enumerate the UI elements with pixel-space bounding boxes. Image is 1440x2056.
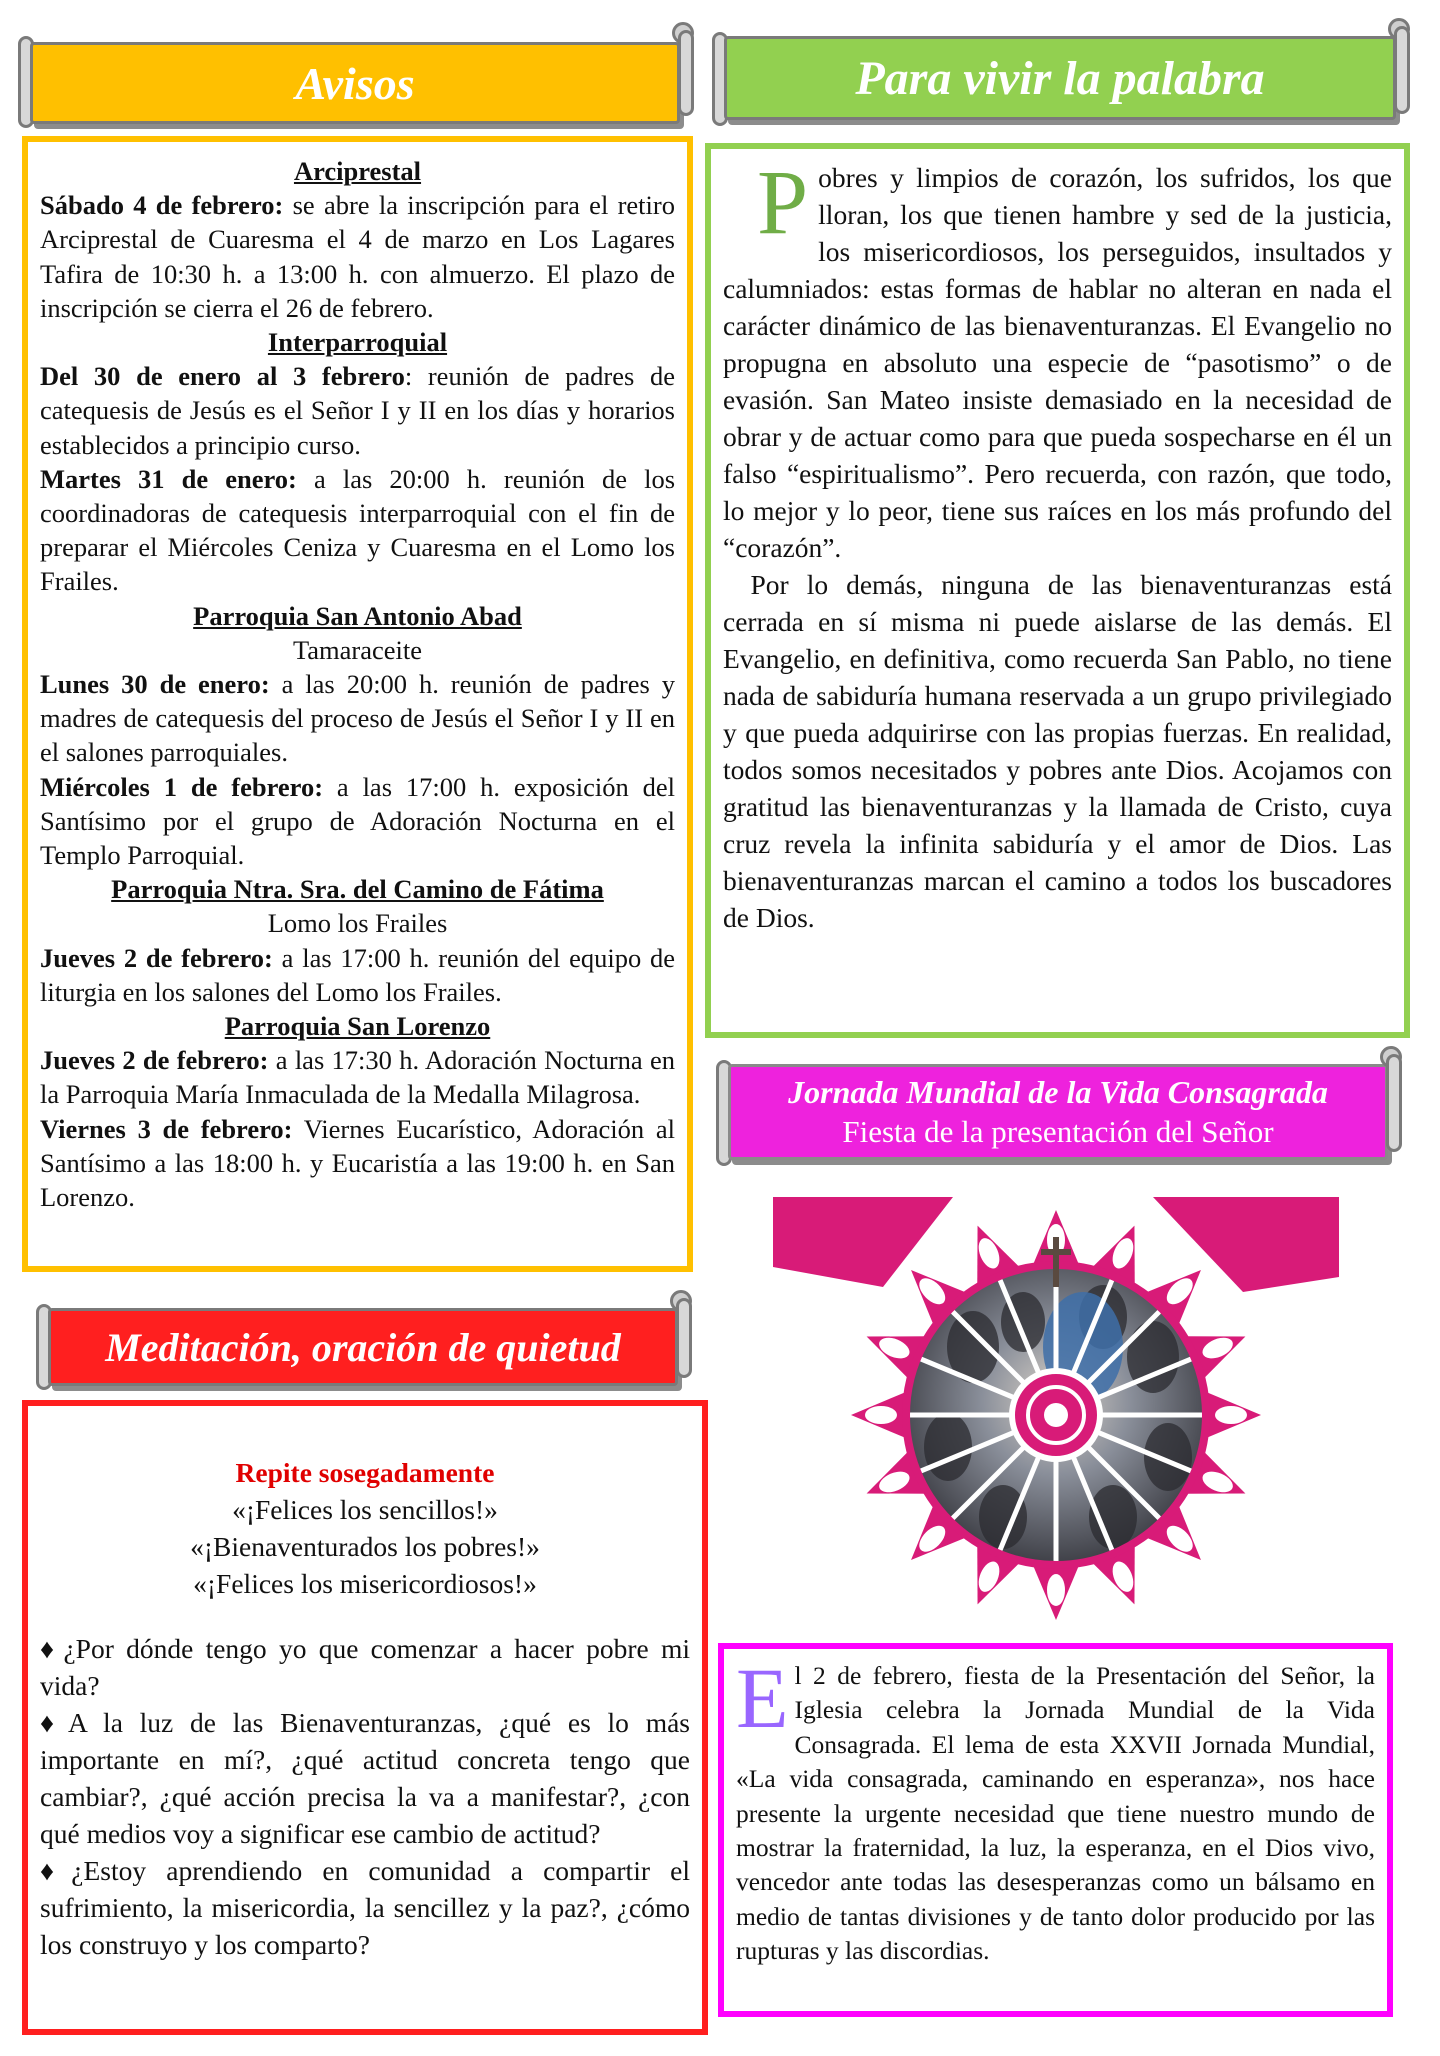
notice-text: a las 17:00 h. reunión del equipo de liturgia en los salones del Lomo los Frailes. <box>40 942 675 1007</box>
paragraph-text: l 2 de febrero, fiesta de la Presentación del Señor, la Iglesia celebra la Jornada Mundial de la Vida Consagrada. El lema de esta XXVII Jornada Mundial, «La vida consagrada, caminando en esperanza», nos hace presente la urgente necesidad que tiene nuestro mundo de mostrar la fraternidad, la luz, la esperanza, en el Dios vivo, vencedor ante todas las desesperanzas como un bálsamo en medio de tantas divisiones y de tanto dolor producido por las rupturas y las discordias. <box>736 1661 1375 1966</box>
spacer <box>40 1602 690 1630</box>
vida-consagrada-box <box>718 1643 1393 2017</box>
palabra-paragraph <box>723 151 1392 566</box>
jornada-banner <box>716 1046 1408 1170</box>
jornada-title: Jornada Mundial de la Vida Consagrada <box>788 1074 1328 1110</box>
petal-highlight <box>1047 1574 1065 1606</box>
section-heading: Arciprestal <box>293 156 422 186</box>
notice-date: Viernes 3 de febrero: <box>40 1113 293 1144</box>
drop-cap: P <box>757 151 809 253</box>
avisos-box <box>22 136 693 1272</box>
palabra-title-bar <box>724 36 1396 120</box>
jornada-title-bar <box>728 1064 1388 1160</box>
notice-item <box>40 1112 675 1215</box>
notice-text: a las 20:00 h. reunión de los coordinadoras de catequesis interparroquial con el fin de preparar el Miércoles Ceniza y Cuaresma en el Lomo los Frailes. <box>40 463 676 597</box>
banner-roll-right <box>1386 1054 1402 1152</box>
section-heading: Parroquia San Lorenzo <box>224 1011 491 1042</box>
section-subheading: Tamaraceite <box>292 634 423 665</box>
notice-date: Lunes 30 de enero: <box>40 669 270 700</box>
petal-highlight <box>865 1406 897 1424</box>
reflection-question: ♦ ¿Estoy aprendiendo en comunidad a compartir el sufrimiento, la misericordia, la sencillez y la paz?, ¿cómo los construyo y los comparto? <box>40 1852 690 1963</box>
section-heading: Parroquia San Antonio Abad <box>193 600 522 631</box>
paragraph-text: obres y limpios de corazón, los sufridos, los que lloran, los que tienen hambre y sed de la justicia, los misericordiosos, los perseguidos, insultados y calumniados: estas formas de hablar no alteran en nada el carácter dinámico de las bienaventuranzas. El Evangelio no propugna en absoluto una especie de “pasotismo” o de evasión. San Mateo insiste demasiado en la necesidad de obrar y de actuar como para que pueda sospecharse en él un falso “espiritualismo”. Pero recuerda, con razón, que todo, lo mejor y lo peor, tiene sus raíces en los más profundo del “corazón”. <box>723 162 1392 563</box>
repite-heading: Repite sosegadamente <box>235 1457 495 1488</box>
reflection-question: ♦ A la luz de las Bienaventuranzas, ¿qué es lo más importante en mí?, ¿qué actitud concreta tengo que cambiar?, ¿qué acción precisa la va a manifestar?, ¿con qué medios voy a significar ese cambio de actitud? <box>40 1704 690 1852</box>
palabra-banner <box>712 18 1416 130</box>
prayer-line: «¡Felices los sencillos!» <box>232 1494 498 1525</box>
prayer-line: «¡Felices los misericordiosos!» <box>193 1568 537 1599</box>
notice-item <box>40 462 675 599</box>
notice-text: a las 17:00 h. exposición del Santísimo por el grupo de Adoración Nocturna en el Templo Parroquial. <box>40 771 675 871</box>
notice-item <box>40 359 675 462</box>
vida-consagrada-illustration <box>773 1197 1339 1625</box>
avisos-title-bar <box>30 42 680 124</box>
meditacion-title: Meditación, oración de quietud <box>105 1324 621 1370</box>
jornada-subtitle: Fiesta de la presentación del Señor <box>842 1114 1274 1149</box>
center-rosette-dot <box>1044 1403 1068 1427</box>
notice-text: se abre la inscripción para el retiro Arciprestal de Cuaresma el 4 de marzo en Los Lagares Tafira de 10:30 h. a 13:00 h. con almuerzo. El plazo de inscripción se cierra el 26 de febrero. <box>40 190 675 323</box>
avisos-banner <box>18 22 698 132</box>
corner-wedge <box>773 1197 953 1287</box>
section-subheading: Lomo los Frailes <box>267 908 448 939</box>
section-heading: Parroquia Ntra. Sra. del Camino de Fátima <box>111 874 604 905</box>
banner-roll-right <box>676 1298 692 1378</box>
palabra-box <box>705 143 1410 1038</box>
petal-highlight <box>1215 1406 1247 1424</box>
meditacion-banner <box>36 1290 696 1394</box>
section-heading: Interparroquial <box>267 327 448 358</box>
notice-date: Del 30 de enero al 3 febrero <box>40 361 405 392</box>
vida-paragraph <box>736 1650 1375 1969</box>
notice-item <box>40 941 675 1009</box>
meditacion-title-bar <box>48 1308 678 1386</box>
meditacion-box <box>22 1400 708 2035</box>
notice-text: Viernes Eucarístico, Adoración al Santísimo a las 18:00 h. y Eucaristía a las 19:00 h. en San Lorenzo. <box>40 1113 675 1213</box>
banner-roll-right <box>1394 26 1410 114</box>
notice-date: Jueves 2 de febrero: <box>40 1045 269 1076</box>
notice-text: a las 17:30 h. Adoración Nocturna en la Parroquia María Inmaculada de la Medalla Milagrosa. <box>40 1045 675 1110</box>
notice-item <box>40 1043 675 1111</box>
notice-text: a las 20:00 h. reunión de padres y madres de catequesis del proceso de Jesús el Señor I y II en el salones parroquiales. <box>40 669 675 768</box>
notice-item <box>40 188 675 325</box>
palabra-title: Para vivir la palabra <box>855 51 1265 105</box>
reflection-question: ♦ ¿Por dónde tengo yo que comenzar a hacer pobre mi vida? <box>40 1630 690 1704</box>
notice-date: Sábado 4 de febrero: <box>40 190 284 221</box>
notice-text: : reunión de padres de catequesis de Jesús es el Señor I y II en los días y horarios establecidos a principio curso. <box>40 361 675 460</box>
corner-wedge <box>1153 1197 1339 1292</box>
avisos-title: Avisos <box>295 57 415 109</box>
notice-date: Martes 31 de enero: <box>40 463 297 494</box>
prayer-line: «¡Bienaventurados los pobres!» <box>190 1531 540 1562</box>
drop-cap: E <box>736 1650 789 1746</box>
notice-date: Jueves 2 de febrero: <box>40 942 273 973</box>
notice-date: Miércoles 1 de febrero: <box>40 771 324 802</box>
notice-item <box>40 770 675 873</box>
notice-item <box>40 667 675 770</box>
banner-roll-right <box>678 30 694 116</box>
palabra-paragraph: Por lo demás, ninguna de las bienaventuranzas está cerrada en sí misma ni puede aislarse de las demás. El Evangelio, en definitiva, como recuerda San Pablo, no tiene nada de sabiduría humana reservada a un grupo privilegiado y que pueda adquirirse con las propias fuerzas. En realidad, todos somos necesitados y pobres ante Dios. Acojamos con gratitud las bienaventuranzas y la llamada de Cristo, cuya cruz revela la infinita sabiduría y el amor de Dios. Las bienaventuranzas marcan el camino a todos los buscadores de Dios. <box>723 569 1392 933</box>
